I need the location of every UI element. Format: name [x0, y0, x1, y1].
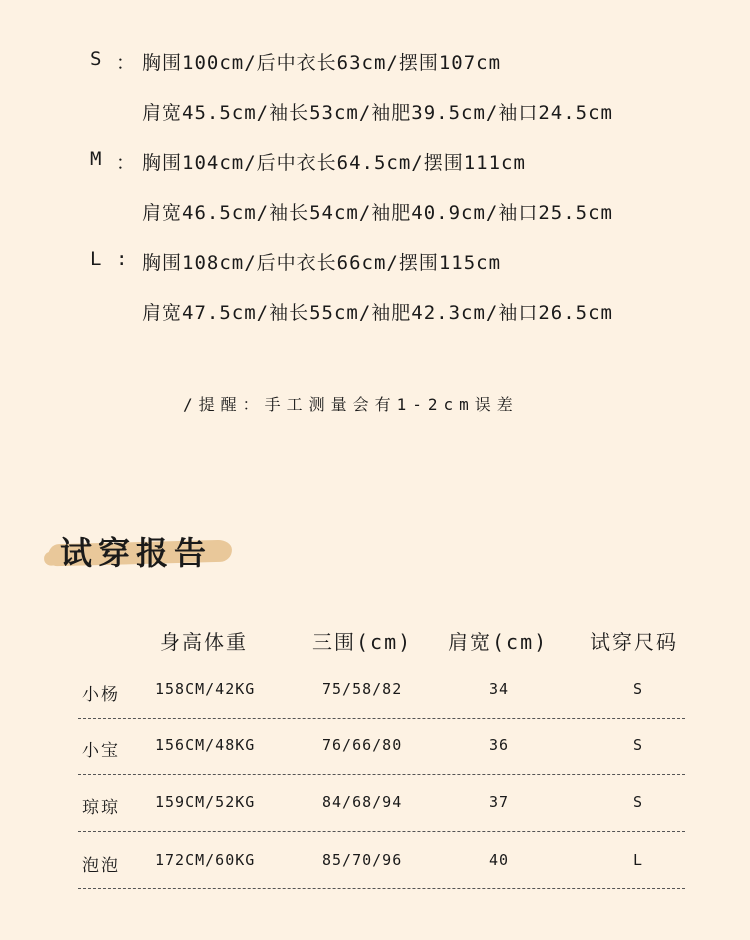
shoulder: 34 [489, 680, 510, 698]
size: L [633, 851, 644, 869]
height-weight: 158CM/42KG [155, 680, 256, 698]
height-weight: 172CM/60KG [155, 851, 256, 869]
size: S [633, 680, 644, 698]
size: S [633, 736, 644, 754]
row-divider [78, 718, 685, 719]
measurement-reminder: /提醒：手工测量会有1-2cm误差 [183, 395, 519, 414]
size-separator: ： [116, 52, 137, 74]
measurements: 75/58/82 [322, 680, 403, 698]
shoulder: 40 [489, 851, 510, 869]
header-measurements: 三围(cm) [312, 630, 413, 654]
tester-name: 小宝 [82, 741, 120, 761]
shoulder: 37 [489, 793, 510, 811]
section-title: 试穿报告 [60, 534, 213, 572]
size-measurements: 肩宽47.5cm/袖长55cm/袖肥42.3cm/袖口26.5cm [142, 302, 613, 324]
measurements: 85/70/96 [322, 851, 403, 869]
row-divider [78, 888, 685, 889]
size-measurements: 胸围104cm/后中衣长64.5cm/摆围111cm [142, 152, 526, 174]
tester-name: 泡泡 [82, 856, 120, 876]
size-label: L [90, 248, 103, 270]
size-label: S [90, 48, 103, 70]
table-row [0, 793, 750, 849]
table-row [0, 680, 750, 736]
size-measurements: 胸围108cm/后中衣长66cm/摆围115cm [142, 252, 502, 274]
header-shoulder: 肩宽(cm) [448, 630, 549, 654]
row-divider [78, 774, 685, 775]
tester-name: 琼琼 [82, 798, 120, 818]
table-row [0, 851, 750, 907]
height-weight: 159CM/52KG [155, 793, 256, 811]
size-separator: ： [116, 152, 137, 174]
size-measurements: 肩宽46.5cm/袖长54cm/袖肥40.9cm/袖口25.5cm [142, 202, 613, 224]
section-heading [44, 526, 234, 576]
header-size: 试穿尺码 [590, 630, 678, 654]
size-measurements: 肩宽45.5cm/袖长53cm/袖肥39.5cm/袖口24.5cm [142, 102, 613, 124]
table-row [0, 736, 750, 792]
row-divider [78, 831, 685, 832]
size-label: M [90, 148, 103, 170]
tester-name: 小杨 [82, 685, 120, 705]
size-separator: : [116, 248, 129, 270]
height-weight: 156CM/48KG [155, 736, 256, 754]
size-measurements: 胸围100cm/后中衣长63cm/摆围107cm [142, 52, 502, 74]
measurements: 76/66/80 [322, 736, 403, 754]
header-height-weight: 身高体重 [160, 630, 248, 654]
shoulder: 36 [489, 736, 510, 754]
size: S [633, 793, 644, 811]
measurements: 84/68/94 [322, 793, 403, 811]
